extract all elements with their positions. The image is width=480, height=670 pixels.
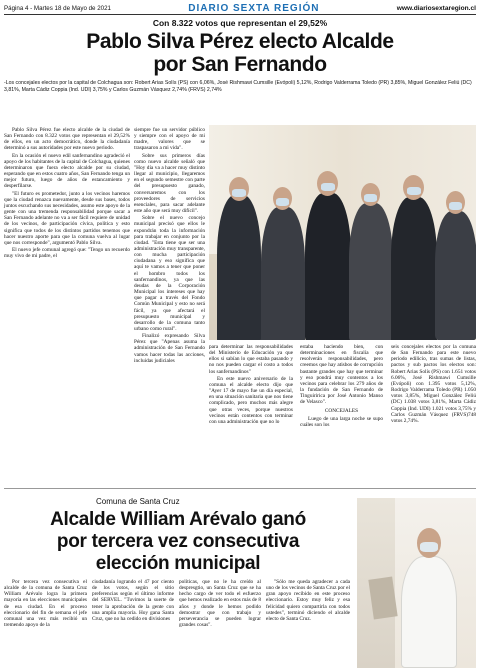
article1-paragraph: En este nuevo aniversario de la comuna el alcalde electo dijo que "Ayer 17 de mayo fue un día especial, en una situación sanitaria que nos tiene complicado, pero muchos más alegre que otras veces, porque nuestros vecinos están contentos con terminar con una administración que no lo xyxy=(209,375,293,425)
article2-column-3-text: políticas, que no le ha creído al despresgtio, un Santa Cruz que se ha hecho cargo de ver todo el esfuerzo que hemos realizado en estos más de 8 años y donde le hemos podido demostrar que con trabajo y perseverancia se pueden lograr grandes cosas". xyxy=(179,579,261,629)
article1-headline-line2: por San Fernando xyxy=(153,53,327,76)
article1-paragraph: siempre fue un servidor público y siempre con el apoyo de mi madre, valores que se traspasaron a mi vida". xyxy=(134,127,205,152)
article2-column-2 xyxy=(92,579,174,668)
article1-kicker: Con 8.322 votos que representan el 29,52% xyxy=(152,18,328,28)
paper-name: DIARIO SEXTA REGIÓN xyxy=(188,2,320,14)
article1-headline-line1: Pablo Silva Pérez electo Alcalde xyxy=(86,30,394,53)
article2-mayor-photo xyxy=(357,498,476,668)
article1-subhead: -Los concejales electos por la capital de Colchagua son: Robert Arias Solís (PS) con 6,06%, José Rishmawi Cumsille (Evópoli) 5,12%, Rodrigo Valderrama Toledo (PR) 3,85%, Miguel González Feliú (DC) 3,81%, Marta Cádiz Coppia (Ind. UDI) 3,75% y Carlos Guzmán Vásquez 2,74% (FRVS) 2,74% xyxy=(4,80,472,93)
article2-column-3 xyxy=(179,579,261,668)
article1-paragraph: para determinar las responsabilidades del Ministerio de Educación ya que ellos si sabían lo que estaba pasando y no nos pueden cargar el costo a todos los sanfernandinos" xyxy=(209,344,293,375)
article1-paragraph: seis concejales electos por la comuna de San Fernando para este nuevo periodo edilicio, tras sumas de listas, pactos y sub pactos los electos son: Robert Arias Solís (PS) con 1.651 votos 6.06%, José Rishmawi Cumsille (Evópoli) con 1.395 votos 5,12%, Rodrigo Valderrama Toledo (PR) 1.050 votos 3,85%, Miguel González Feliú (DC) 1.038 votos 3,81%, Marta Cádiz Coppia (Ind. UDI) 1.021 votos 3,75% y Carlos Guzmán Vásquez (FRVS)748 votos 2,74%. xyxy=(391,344,476,424)
article1-column-3 xyxy=(209,344,293,484)
article1-paragraph: Sobre sus primeros días como nuevo alcalde señaló que "Hoy día va a hacer muy distinto llegar al municipio, llegaremos en el segundo semestre con parte del presupuesto ganado, conversaremos con los proveedores de servicios esenciales, para sacar adelante este año que será muy difícil". xyxy=(134,152,205,215)
article2-column-2-text: ciudadanía logrando el 47 por ciento de los votos, según el sitio preferencias según el último informe del SERVEL. "Tuvimos la suerte de tener la aprobación de la gente con una amplia mayoría. Hoy gana Santa Cruz, que no ha cedido en divisiones xyxy=(92,579,174,622)
article1-paragraph: "El futuro es prometedor, junto a los vecinos haremos que la ciudad renazca nuevamente, desde sus bases, todos juntos escuchando sus necesidades, asumo este apoyo de la gente con una tremenda responsabilidad porque sacar a San Fernando adelante no va a ser fácil requiere de unidad de los vecinos, de participación cívica, política y esto significa que todos de los distintos partidos tenemos que hacer nuestro aporte para que la comuna vuelva al lugar que nos corresponde", argumentó Pablo Silva. xyxy=(4,190,130,246)
article1-paragraph: Finalizó expresando Silva Pérez que "Apenas asuma la administración de San Fernando vamos hacer todas las acciones, incluidas judiciales xyxy=(134,333,205,364)
article2-column-1-text: Por tercera vez consecutiva el alcalde de la comuna de Santa Cruz William Arévalo logra la primera mayoría en las elecciones municipales de esa ciudad. En el proceso eleccionario del fin de semana el jefe comunal una vez más recibió un tremendo apoyo de la xyxy=(4,579,87,629)
concejales-section-heading: CONCEJALES xyxy=(324,407,359,414)
website-url: www.diariosextaregion.cl xyxy=(396,4,476,12)
article2-headline-line2: por tercera vez consecutiva xyxy=(56,531,300,552)
article1-column-5 xyxy=(391,344,476,484)
article1-headline xyxy=(10,30,470,76)
section-divider xyxy=(4,488,476,489)
article2-headline xyxy=(8,509,348,575)
article2-headline-line3: elección municipal xyxy=(95,553,261,574)
article2-column-4 xyxy=(266,579,350,668)
article1-paragraph: estaba haciendo bien, con determinaciones en fiscalía que resolverán responsabilidades, pero creemos que hay atisbos de corrupción bastante grandes que hay que terminar y eso pondrá muy contentos a los vecinos para celebrar los 279 años de la fundación de San Fernando de Tinguiririca por José Antonio Manso de Velasco". xyxy=(300,344,383,406)
article1-group-photo xyxy=(209,125,476,340)
article1-paragraph: El nuevo jefe comunal agregó que: "Tengo un recuerdo muy vivo de mi padre, el xyxy=(4,246,130,260)
article1-paragraph: Pablo Silva Pérez fue electo alcalde de la ciudad de San Fernando con 8.322 votos que representan el 29,52% de ellos, en un acto democrático, donde la ciudadanía determinó a sus autoridades por este nuevo periodo. xyxy=(4,127,130,152)
article2-kicker: Comuna de Santa Cruz xyxy=(96,497,180,506)
article1-column-1 xyxy=(4,127,130,487)
page-info: Página 4 - Martes 18 de Mayo de 2021 xyxy=(4,4,111,12)
masthead xyxy=(4,2,476,15)
article2-headline-line1: Alcalde William Arévalo ganó xyxy=(50,509,306,530)
article1-column-4-after: Luego de una larga noche se supo cuáles son los xyxy=(300,415,383,428)
article1-column-4 xyxy=(300,344,383,484)
article1-paragraph: Sobre el nuevo concejo municipal precisó que ellos le expondrán toda la información para trabajar en conjunto por la ciudad. "Esta tiene que ser una administración muy transparente, con mucha participación ciudadana y eso significa que aquí te vamos a tener que poner el hombro todos los sanfernandinos, ya que las deudas de la Corporación Municipal los intereses que hay que pagar a través del Fondo Común Municipal y esto no será fácil, ya que afectará el presupuesto municipal y desarrollo de la comuna tanto urbano como rural". xyxy=(134,215,205,332)
article2-column-4-text: "Sólo me queda agradecer a cada uno de los vecinos de Santa Cruz por el gran apoyo recibido en este proceso eleccionario. Estoy muy feliz y esa felicidad quiero compartirla con todos ustedes", terminó diciendo el alcalde electo de Santa Cruz. xyxy=(266,579,350,622)
article1-paragraph: En la ocasión el nuevo edil sanfernandino agradeció el apoyo de los habitantes de la capital de Colchagua, quienes determinaron que fuera electo alcalde por su ciudad, esperando que en estos cuatro años, San Fernando tenga un mejor futuro, luego de años de estancamiento y desperfilarse. xyxy=(4,152,130,190)
article1-column-2 xyxy=(134,127,205,364)
article2-column-1 xyxy=(4,579,87,668)
